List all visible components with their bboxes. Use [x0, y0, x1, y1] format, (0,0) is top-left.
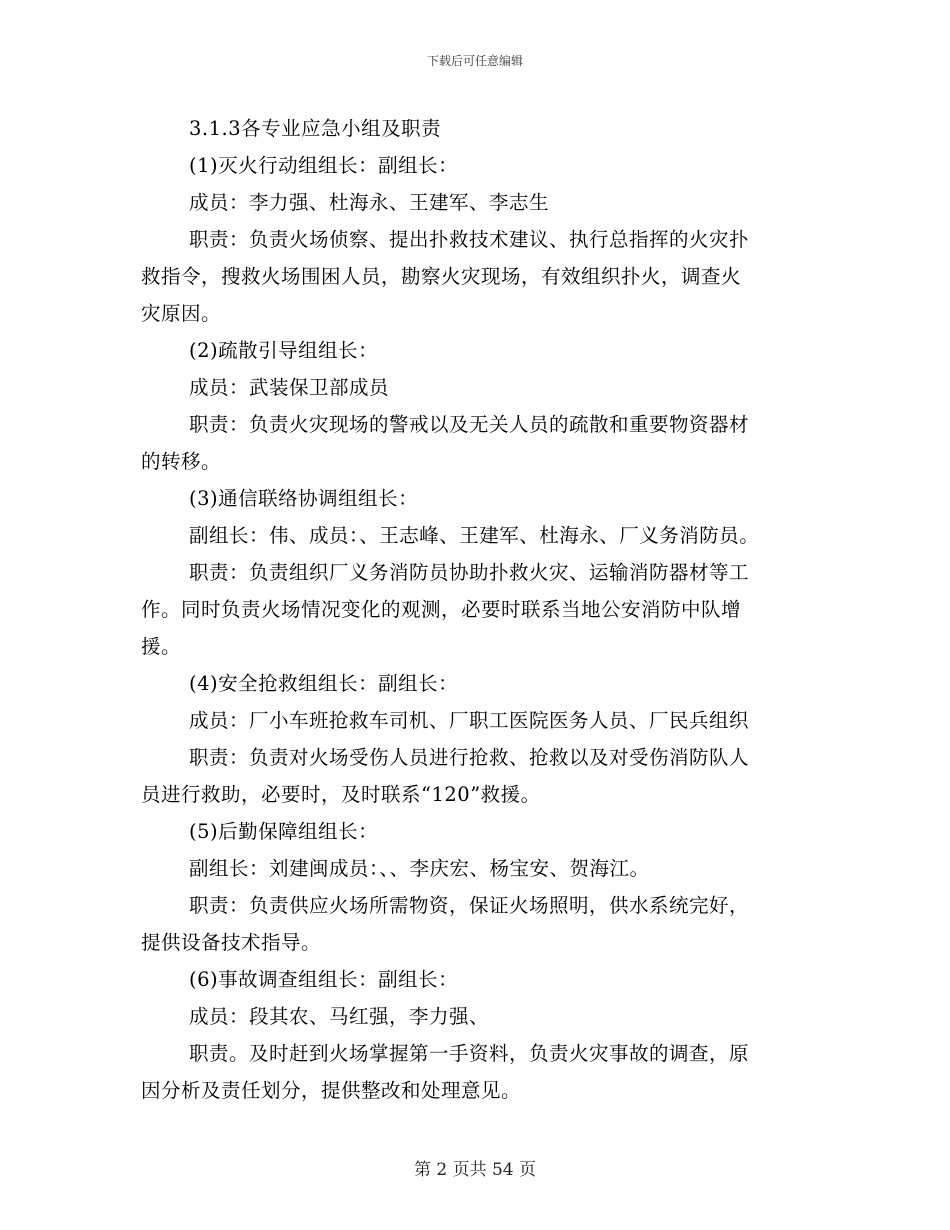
text-line: 援。 — [141, 635, 182, 658]
text-line: 职责：负责供应火场所需物资，保证火场照明，供水系统完好， — [189, 894, 750, 917]
section-heading: (3)通信联络协调组组长： — [189, 487, 419, 510]
text-line: 成员：厂小车班抢救车司机、厂职工医院医务人员、厂民兵组织 — [189, 709, 750, 732]
text-line: 成员：段其农、马红强，李力强、 — [189, 1005, 490, 1028]
text-line: 作。同时负责火场情况变化的观测，必要时联系当地公安消防中队增 — [141, 598, 742, 621]
text-line: 职责：负责火场侦察、提出扑救技术建议、执行总指挥的火灾扑 — [189, 228, 750, 251]
document-body — [141, 110, 811, 1109]
text-line: 救指令，搜救火场围困人员，勘察火灾现场，有效组织扑火，调查火 — [141, 265, 742, 288]
text-line: 职责：负责火灾现场的警戒以及无关人员的疏散和重要物资器材 — [189, 413, 750, 436]
text-line: 职责：负责对火场受伤人员进行抢救、抢救以及对受伤消防队人 — [189, 746, 750, 769]
text-line: 因分析及责任划分，提供整改和处理意见。 — [141, 1079, 522, 1102]
text-line: 员进行救助，必要时，及时联系“120”救援。 — [141, 783, 541, 806]
text-line: 职责。及时赶到火场掌握第一手资料，负责火灾事故的调查，原 — [189, 1042, 750, 1065]
section-heading: 3.1.3各专业应急小组及职责 — [189, 117, 442, 140]
section-heading: (5)后勤保障组组长： — [189, 820, 379, 843]
text-line: 提供设备技术指导。 — [141, 931, 322, 954]
text-line: 成员：武装保卫部成员 — [189, 376, 390, 399]
text-line: 副组长：刘建闽成员：、、李庆宏、杨宝安、贺海江。 — [189, 857, 650, 880]
section-heading: (4)安全抢救组组长：副组长： — [189, 672, 459, 695]
text-line: 成员：李力强、杜海永、王建军、李志生 — [189, 191, 550, 214]
page-header: 下载后可任意编辑 — [426, 54, 523, 68]
section-heading: (2)疏散引导组组长： — [189, 339, 379, 362]
page-footer: 第 2 页共 54 页 — [413, 1160, 537, 1180]
text-line: 的转移。 — [141, 450, 222, 473]
section-heading: (6)事故调查组组长：副组长： — [189, 968, 459, 991]
text-line: 灾原因。 — [141, 302, 222, 325]
section-heading: (1)灭火行动组组长：副组长： — [189, 154, 459, 177]
text-line: 副组长：伟、成员：、王志峰、王建军、杜海永、厂义务消防员。 — [189, 524, 760, 547]
text-line: 职责：负责组织厂义务消防员协助扑救火灾、运输消防器材等工 — [189, 561, 750, 584]
